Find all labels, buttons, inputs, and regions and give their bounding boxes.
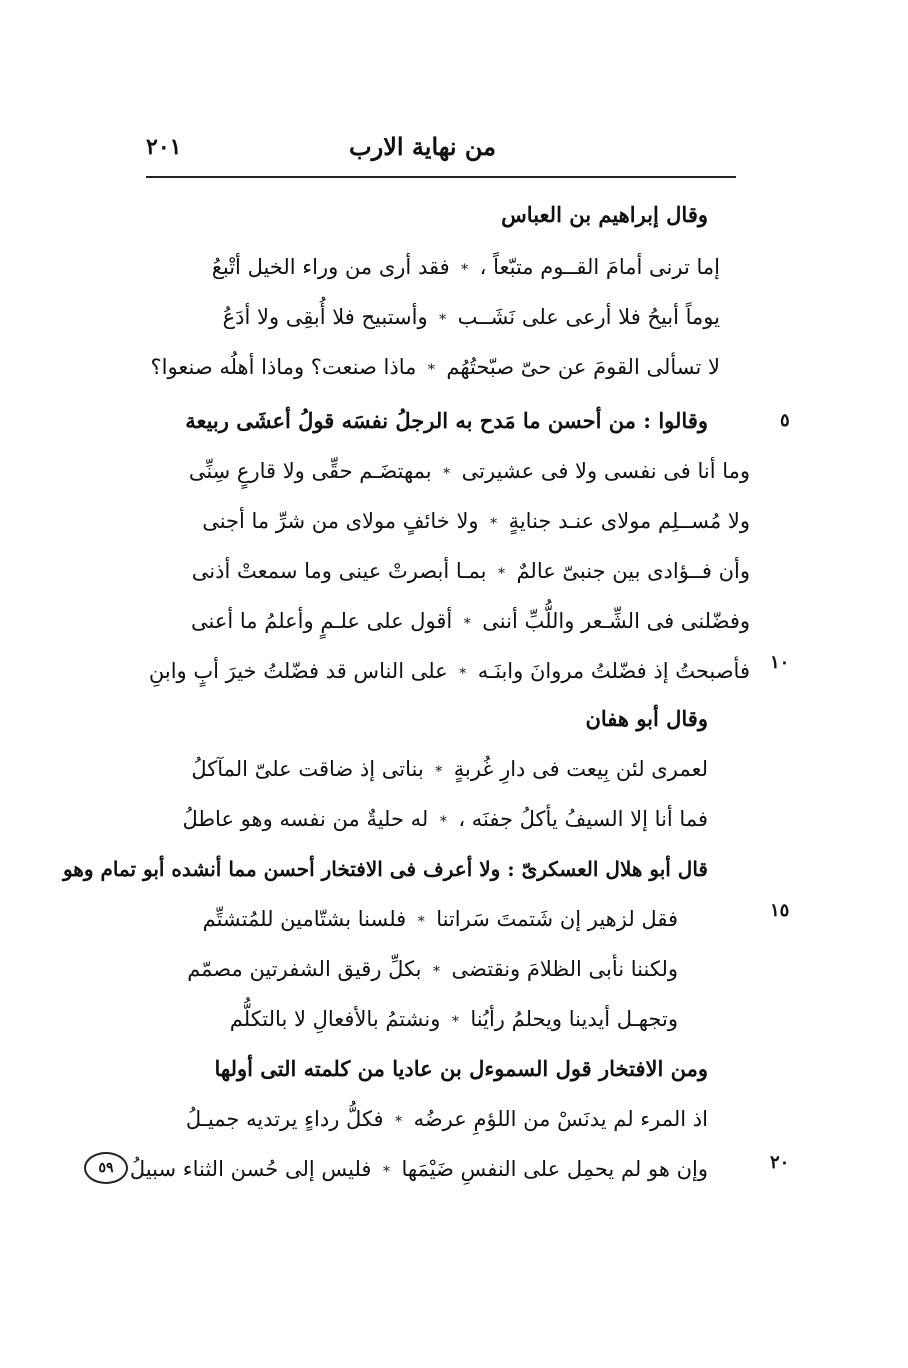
verse-first-hemistich: لا تسألى القومَ عن حىّ صبّحتُهُم	[446, 355, 720, 379]
hemistich-separator: *	[417, 914, 425, 930]
verse-first-hemistich: وفضّلنى فى الشِّـعر واللُّبِّ أننى	[482, 609, 750, 633]
hemistich-separator: *	[439, 312, 447, 328]
verse-second-hemistich: وأستبيح فلا أُبقِى ولا أدَعُ	[222, 305, 428, 329]
verse-line	[223, 302, 720, 332]
verse-second-hemistich: أقول على علـمٍ وأعلمُ ما أعنى	[191, 609, 453, 633]
page-number: ٢٠١	[146, 134, 182, 160]
verse-second-hemistich: ماذا صنعت؟ وماذا أهلُه صنعوا؟	[150, 355, 417, 379]
verse-line	[202, 506, 750, 536]
verse-first-hemistich: ولا مُســلِم مولاى عنـد جنايةٍ	[508, 509, 750, 533]
verse-line	[182, 804, 708, 834]
hemistich-separator: *	[443, 466, 451, 482]
verse-first-hemistich: يوماً أبيحُ فلا أرعى على نَشَــب	[457, 305, 720, 329]
running-title: من نهاية الارب	[349, 132, 496, 161]
verse-second-hemistich: فقد أرى من وراء الخيل أتْبعُ	[211, 255, 450, 279]
hemistich-separator: *	[497, 566, 505, 582]
hemistich-separator: *	[433, 964, 441, 980]
verse-line	[130, 1154, 708, 1184]
verse-second-hemistich: بناتى إذ ضاقت علىّ المآكلُ	[191, 757, 424, 781]
verse-line	[192, 556, 750, 586]
hemistich-separator: *	[463, 616, 471, 632]
line-number-20: ٢٠	[770, 1152, 790, 1173]
verse-first-hemistich: إما ترنى أمامَ القــوم متبّعاً ،	[479, 255, 720, 279]
line-number-15: ١٥	[770, 900, 790, 921]
verse-second-hemistich: له حليةٌ من نفسه وهو عاطلُ	[182, 807, 429, 831]
verse-second-hemistich: فليس إلى حُسن الثناء سبيلُ	[129, 1157, 372, 1181]
verse-second-hemistich: بمـا أبصرتْ عينى وما سمعتْ أذنى	[191, 559, 487, 583]
verse-first-hemistich: فقل لزهير إن شَتمتَ سَراتنا	[436, 907, 678, 931]
hemistich-separator: *	[435, 764, 443, 780]
hemistich-separator: *	[427, 362, 435, 378]
page-header	[146, 128, 736, 172]
verse-line	[187, 954, 678, 984]
verse-second-hemistich: على الناس قد فضّلتُ خيرَ أبٍ وابنِ	[148, 659, 448, 683]
line-number-5: ٥	[780, 410, 790, 431]
verse-first-hemistich: وما أنا فى نفسى ولا فى عشيرتى	[461, 459, 750, 483]
hemistich-separator: *	[382, 1164, 390, 1180]
verse-line	[189, 456, 750, 486]
heading-ibrahim-ibn-al-abbas: وقال إبراهيم بن العباس	[501, 202, 708, 227]
verse-second-hemistich: بمهتضَـم حقِّى ولا قارعٍ سِنِّى	[188, 459, 432, 483]
verse-first-hemistich: فأصبحتُ إذ فضّلتُ مروانَ وابنَـه	[477, 659, 750, 683]
verse-second-hemistich: ونشتمُ بالأفعالِ لا بالتكلُّم	[229, 1007, 441, 1031]
verse-first-hemistich: فما أنا إلا السيفُ يأكلُ جفنَه ،	[458, 807, 708, 831]
verse-line	[186, 1104, 708, 1134]
hemistich-separator: *	[461, 262, 469, 278]
verse-second-hemistich: فكلُّ رداءٍ يرتديه جميـلُ	[185, 1107, 384, 1131]
verse-line	[230, 1004, 678, 1034]
verse-line	[191, 606, 750, 636]
heading-abu-hilal: قال أبو هلال العسكرىّ : ولا أعرف فى الافتخار أحسن مما أنشده أبو تمام وهو	[62, 857, 708, 881]
verse-second-hemistich: بكلِّ رقيق الشفرتين مصمّم	[187, 957, 422, 981]
verse-line	[203, 904, 678, 934]
verse-first-hemistich: لعمرى لئن بِيعت فى دارِ غُربةٍ	[453, 757, 708, 781]
verse-first-hemistich: وإن هو لم يحمِل على النفسِ ضَيْمَها	[401, 1157, 708, 1181]
verse-line	[149, 656, 750, 686]
line-number-10: ١٠	[770, 652, 790, 673]
verse-first-hemistich: وأن فــؤادى بين جنبىّ عالمٌ	[516, 559, 750, 583]
heading-asha-rabia: وقالوا : من أحسن ما مَدح به الرجلُ نفسَه قولُ أعشَى ربيعة	[185, 408, 708, 433]
verse-line	[212, 252, 720, 282]
verse-line	[191, 754, 708, 784]
signature-stamp: ٥٩	[84, 1152, 128, 1184]
verse-first-hemistich: ولكننا نأبى الظلامَ ونقتضى	[451, 957, 678, 981]
verse-second-hemistich: فلسنا بشتّامين للمُتشتِّم	[202, 907, 407, 931]
hemistich-separator: *	[395, 1114, 403, 1130]
heading-samawal: ومن الافتخار قول السموءل بن عاديا من كلمته التى أولها	[214, 1056, 708, 1081]
verse-first-hemistich: وتجهـل أيدينا ويحلمُ رأيُنا	[470, 1007, 678, 1031]
header-rule	[146, 176, 736, 178]
hemistich-separator: *	[490, 516, 498, 532]
verse-second-hemistich: ولا خائفٍ مولاى من شرِّ ما أجنى	[202, 509, 479, 533]
heading-abu-haffan: وقال أبو هفان	[585, 706, 708, 731]
verse-line	[151, 352, 720, 382]
verse-first-hemistich: اذ المرء لم يدنَسْ من اللؤمِ عرضُه	[413, 1107, 708, 1131]
hemistich-separator: *	[451, 1014, 459, 1030]
hemistich-separator: *	[439, 814, 447, 830]
hemistich-separator: *	[459, 666, 467, 682]
